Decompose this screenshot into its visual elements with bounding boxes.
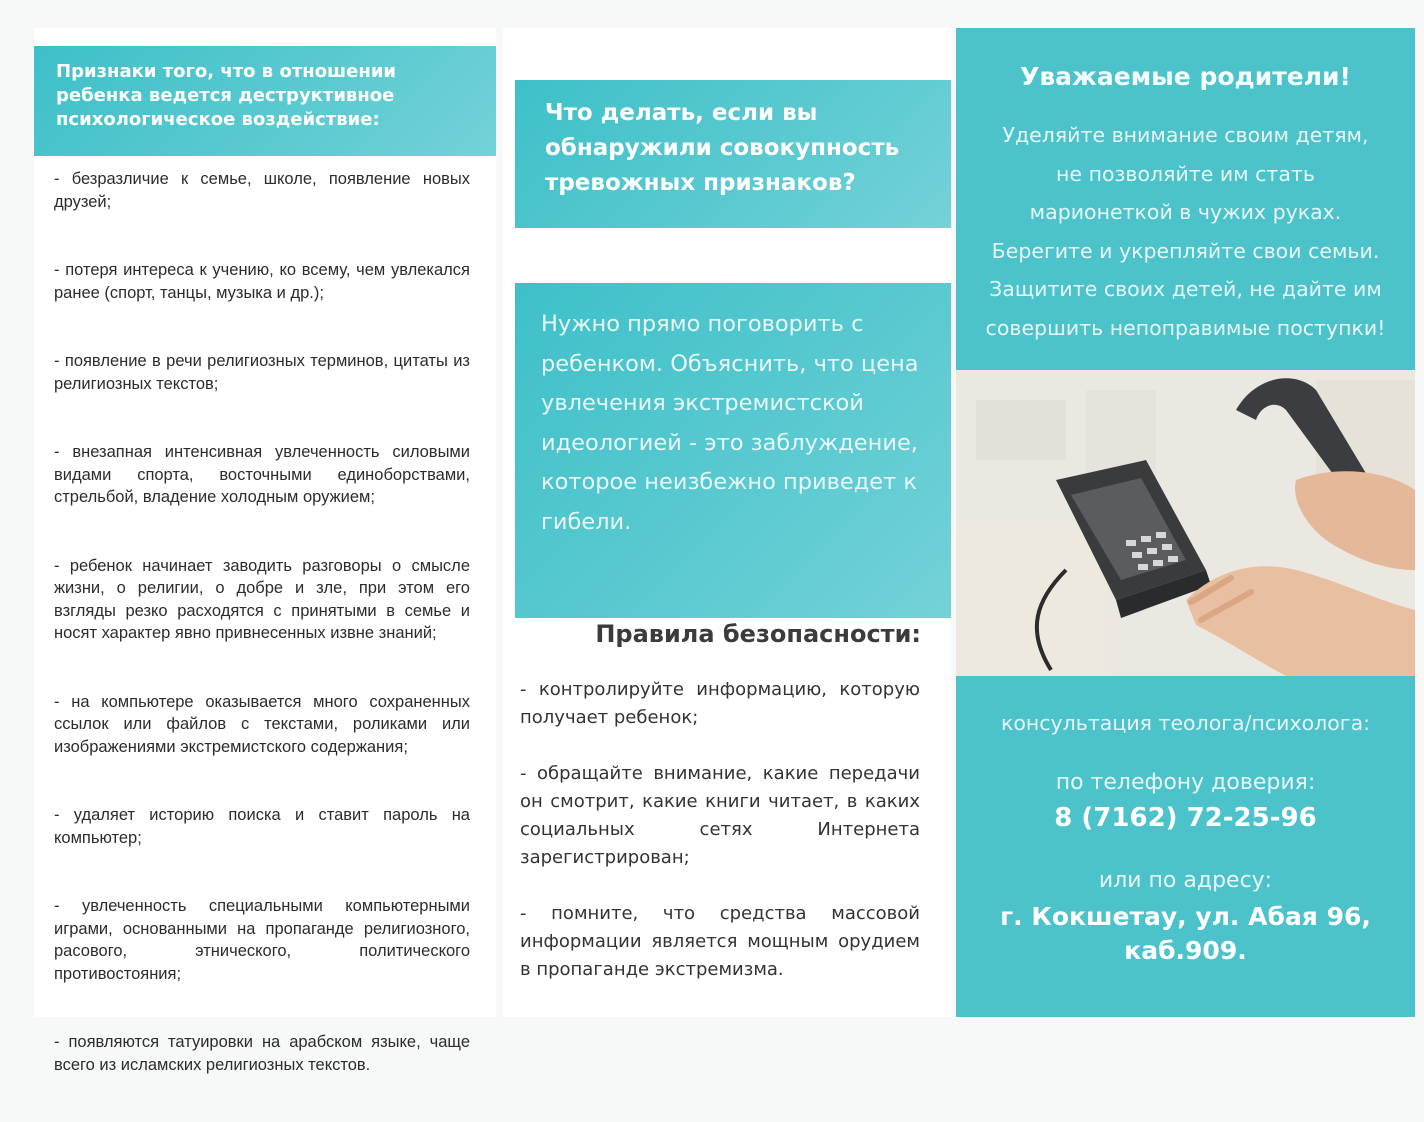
appeal-line: совершить непоправимые поступки! [985,315,1386,340]
consultation-label: консультация теолога/психолога: [1000,711,1371,735]
list-item: - обращайте внимание, какие передачи он смотрит, какие книги читает, в каких социальных сетях Интернета зарегистрирован; [520,763,920,868]
advice-box: Нужно прямо поговорить с ребенком. Объяснить, что цена увлечения экстремистской идеологией - это заблуждение, которое неизбежно приведет к гибели. [515,283,951,618]
hotline-number: 8 (7162) 72-25-96 [1054,803,1317,833]
hotline-label: по телефону доверия: [1055,770,1316,795]
list-item: - потеря интереса к учению, ко всему, чем увлекался ранее (спорт, танцы, музыка и др.); [54,261,470,302]
address-value [976,900,1395,968]
left-panel [34,28,496,1074]
list-item: - на компьютере оказывается много сохраненных ссылок или файлов с текстами, роликами или изображениями экстремистского содержания; [54,692,470,756]
right-panel [956,28,1415,1017]
list-item: - контролируйте информацию, которую получает ребенок; [520,679,920,728]
greeting-title: Уважаемые родители! [1020,62,1351,91]
list-item: - внезапная интенсивная увлеченность силовыми видами спорта, восточными единоборствами, стрельбой, владение холодным оружием; [54,443,470,506]
signs-header: Признаки того, что в отношении ребенка ведется деструктивное психологическое воздействие: [34,46,496,156]
list-item: - появляются татуировки на арабском языке, чаще всего из исламских религиозных текстов. [54,1033,470,1074]
what-to-do-header: Что делать, если вы обнаружили совокупность тревожных признаков? [515,80,951,228]
list-item: - появление в речи религиозных терминов, цитаты из религиозных текстов; [54,352,470,393]
list-item: - удаляет историю поиска и ставит пароль на компьютер; [54,806,470,847]
signs-list [54,168,470,1122]
appeal-line: Защитите своих детей, не дайте им [989,277,1382,301]
address-line: г. Кокшетау, ул. Абая 96, [1000,902,1371,931]
appeal-line: марионеткой в чужих руках. [1029,200,1342,224]
address-label: или по адресу: [1098,868,1273,893]
list-item: - увлеченность специальными компьютерными играми, основанными на пропаганде религиозного, расового, этнического, политического противостояния; [54,897,470,983]
telephone-photo [956,370,1415,676]
rules-title: Правила безопасности: [595,620,921,648]
middle-panel [503,28,951,1017]
appeal-text [966,116,1405,347]
list-item: - безразличие к семье, школе, появление новых друзей; [54,170,470,211]
appeal-line: Уделяйте внимание своим детям, [1002,123,1369,147]
appeal-line: не позволяйте им стать [1056,161,1315,186]
phone-illustration [956,370,1415,676]
rules-list [520,676,920,1012]
list-item: - ребенок начинает заводить разговоры о смысле жизни, о религии, о добре и зле, при этом его взгляды резко расходятся с принятыми в семье и носят характер явно привнесенных извне знаний; [54,556,470,642]
appeal-line: Берегите и укрепляйте свои семьи. [991,238,1380,263]
list-item: - помните, что средства массовой информации является мощным орудием в пропаганде экстремизма. [520,903,920,980]
address-line: каб.909. [1124,936,1247,965]
